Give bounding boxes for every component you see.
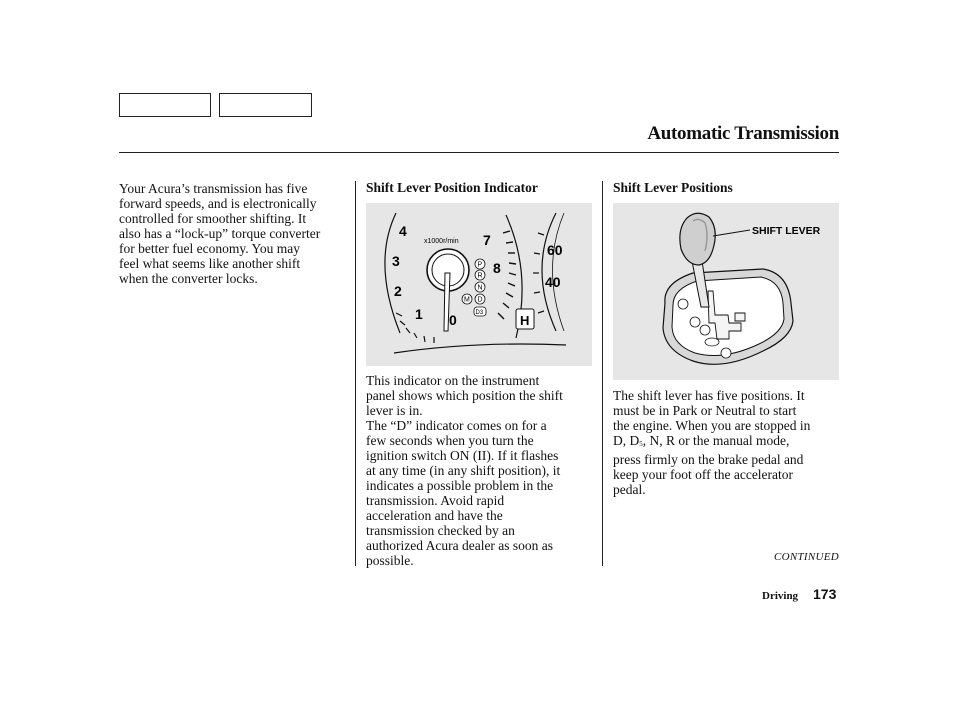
text-line: keep your foot off the accelerator (613, 467, 794, 482)
text-line-with-subscript (613, 433, 810, 452)
title-rule (119, 152, 839, 153)
indicator-letter: D3 (475, 310, 484, 316)
text-line: panel shows which position the shift (366, 388, 563, 403)
indicator-letter: N (477, 284, 483, 292)
tach-number: 1 (415, 306, 423, 322)
nav-button-index[interactable] (219, 93, 312, 117)
text-line: The shift lever has five positions. It (613, 388, 805, 403)
text-line: lever is in. (366, 403, 423, 418)
tach-number: 0 (449, 312, 457, 328)
tach-unit-label: x1000r/min (424, 238, 459, 245)
text-line: controlled for smoother shifting. It (119, 211, 307, 226)
left-column-text (119, 181, 320, 286)
column-divider (355, 181, 356, 566)
text-line: for better fuel economy. You may (119, 241, 300, 256)
text-line: transmission checked by an (366, 523, 515, 538)
manual-indicator-letter: M (464, 296, 470, 304)
text-line: transmission. Avoid rapid (366, 493, 505, 508)
indicator-letter: D (477, 296, 483, 304)
text-fragment: , N, R or the manual mode, (642, 433, 790, 448)
column-divider (602, 181, 603, 566)
text-line: the engine. When you are stopped in (613, 418, 811, 433)
continued-label: CONTINUED (773, 551, 839, 563)
page-title: Automatic Transmission (647, 123, 839, 144)
indicator-letter: P (477, 261, 483, 269)
text-line: press firmly on the brake pedal and (613, 452, 804, 467)
indicator-letter: R (477, 272, 483, 280)
text-line: few seconds when you turn the (366, 433, 534, 448)
text-fragment: D, D (613, 433, 640, 448)
indicator-text (366, 373, 563, 568)
text-line: at any time (in any shift position), it (366, 463, 561, 478)
tach-number: 8 (493, 260, 501, 276)
speed-number: 40 (545, 274, 561, 290)
text-line: possible. (366, 553, 414, 568)
tach-number: 3 (392, 253, 400, 269)
shift-lever-callout: SHIFT LEVER (752, 225, 821, 237)
positions-text (613, 388, 810, 497)
text-line: must be in Park or Neutral to start (613, 403, 797, 418)
speed-number: 60 (547, 242, 563, 258)
instrument-panel-figure (366, 203, 592, 366)
text-line: forward speeds, and is electronically (119, 196, 317, 211)
tach-number: 7 (483, 232, 491, 248)
text-line: feel what seems like another shift (119, 256, 301, 271)
indicator-heading: Shift Lever Position Indicator (366, 180, 538, 195)
text-line: acceleration and have the (366, 508, 503, 523)
text-line: Your Acura’s transmission has five (119, 181, 308, 196)
positions-heading: Shift Lever Positions (613, 180, 733, 195)
subscript-five: 5 (639, 440, 643, 448)
text-line: when the converter locks. (119, 271, 258, 286)
tach-number: 2 (394, 283, 402, 299)
text-line: indicates a possible problem in the (366, 478, 554, 493)
text-line: authorized Acura dealer as soon as (366, 538, 554, 553)
text-line: also has a “lock-up” torque converter (119, 226, 321, 241)
text-line: pedal. (613, 482, 646, 497)
text-line: ignition switch ON (II). If it flashes (366, 448, 559, 463)
tach-number: 4 (399, 223, 407, 239)
page-number: 173 (813, 586, 837, 602)
nav-button-contents[interactable] (119, 93, 211, 117)
logo-letter: H (520, 313, 530, 328)
text-line: This indicator on the instrument (366, 373, 540, 388)
shift-lever-figure (613, 203, 839, 380)
text-line: The “D” indicator comes on for a (366, 418, 547, 433)
section-label: Driving (762, 590, 799, 602)
